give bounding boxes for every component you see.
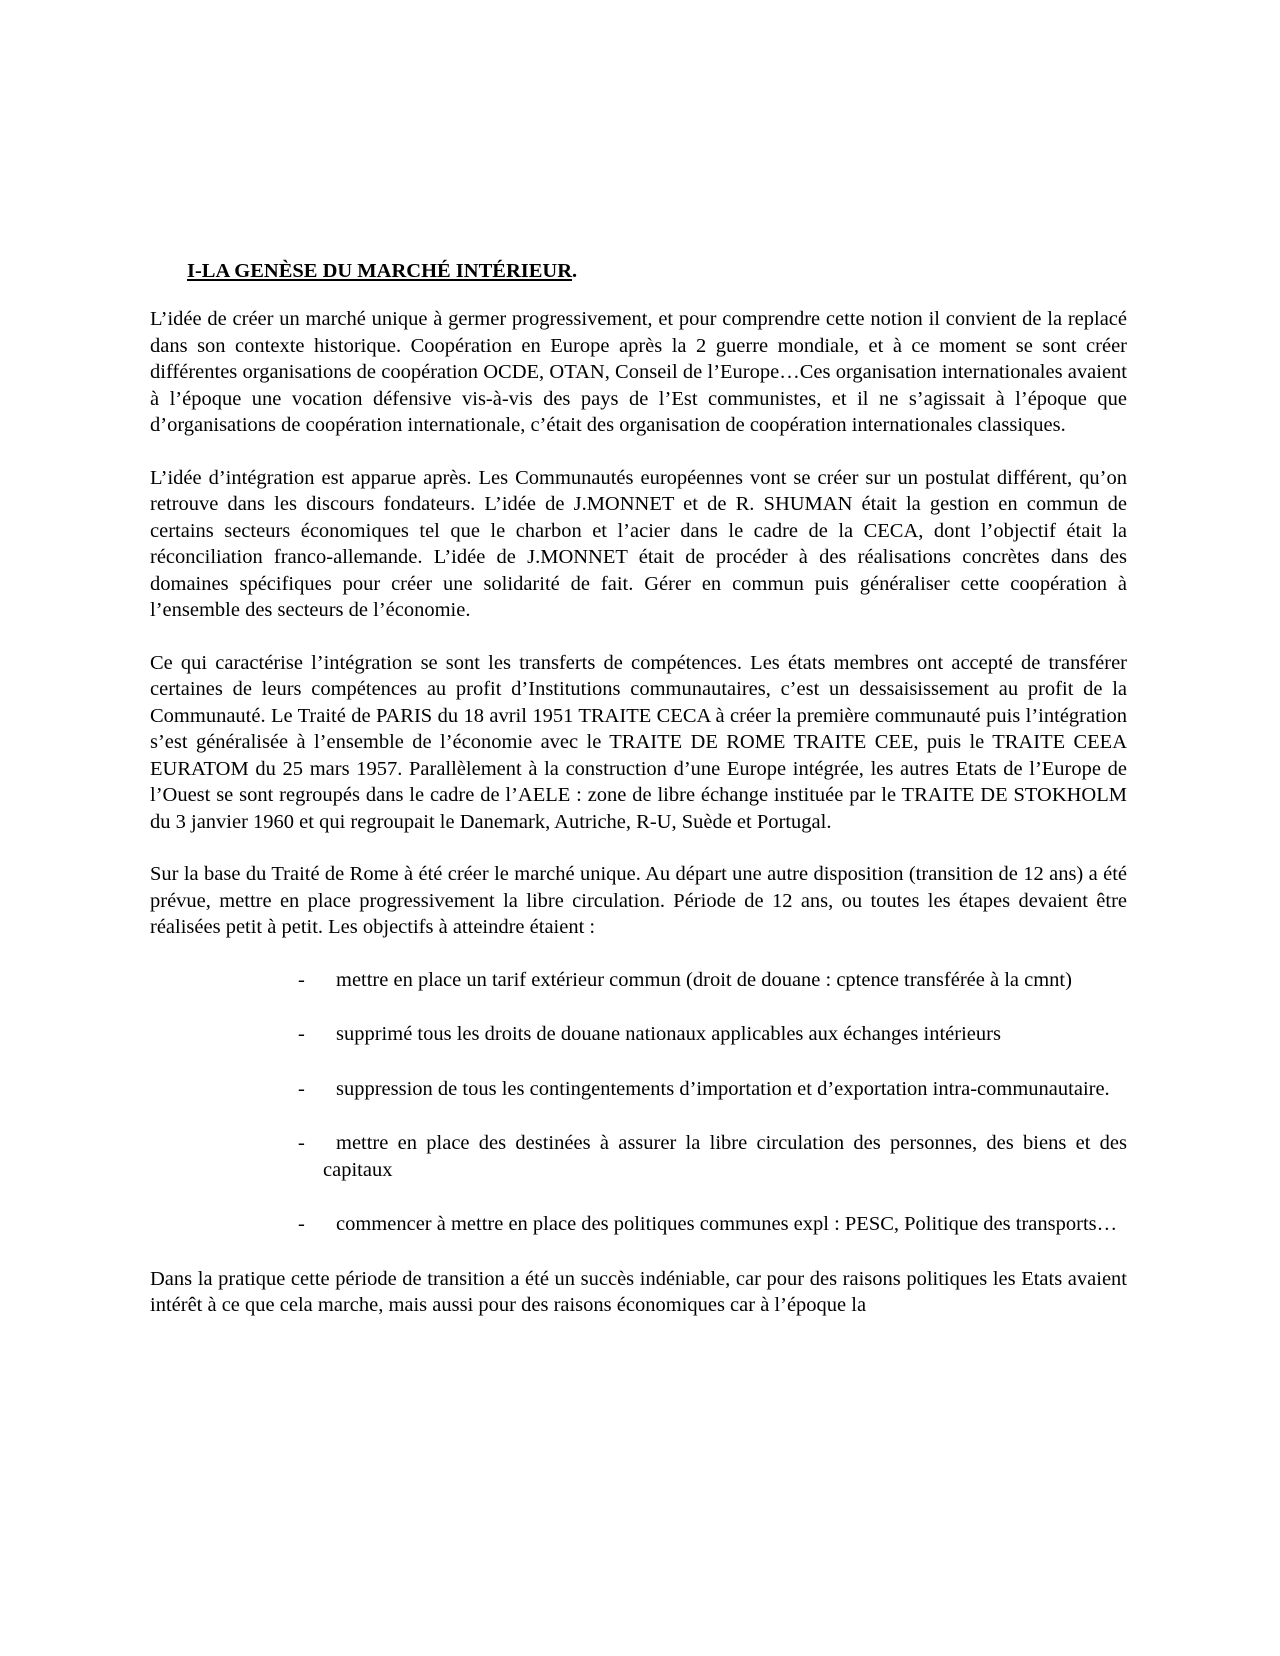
list-item bbox=[150, 967, 1127, 994]
list-item-text: supprimé tous les droits de douane nationaux applicables aux échanges intérieurs bbox=[336, 1023, 1001, 1045]
list-item-text: mettre en place un tarif extérieur commun (droit de douane : cptence transférée à la cmnt) bbox=[336, 968, 1072, 991]
list-dash: - bbox=[298, 1132, 305, 1154]
list-item-text: suppression de tous les contingentements d’importation et d’exportation intra-communautaire. bbox=[336, 1077, 1110, 1100]
list-item-text: mettre en place des destinées à assurer la libre circulation des personnes, des biens et des capitaux bbox=[323, 1132, 1127, 1181]
paragraph-transferts-competences: Ce qui caractérise l’intégration se sont les transferts de compétences. Les états membres ont accepté de transférer certaines de leurs compétences au profit d’Institutions communautaires, c’est un dessaisissement au profit de la Communauté. Le Traité de PARIS du 18 avril 1951 TRAITE CECA à créer la première communauté puis l’intégration s’est généralisée à l’ensemble de l’économie avec le TRAITE DE ROME TRAITE CEE, puis le TRAITE CEEA EURATOM du 25 mars 1957. Parallèlement à la construction d’une Europe intégrée, les autres Etats de l’Europe de l’Ouest se sont regroupés dans le cadre de l’AELE : zone de libre échange instituée par le TRAITE DE STOKHOLM du 3 janvier 1960 et qui regroupait le Danemark, Autriche, R-U, Suède et Portugal. bbox=[150, 651, 1127, 833]
section-title-period: . bbox=[572, 260, 578, 282]
list-item bbox=[150, 1130, 1127, 1183]
paragraph-context-historique: L’idée de créer un marché unique à germer progressivement, et pour comprendre cette notion il convient de la replacé dans son contexte historique. Coopération en Europe après la 2 guerre mondiale, et à ce moment se sont créer différentes organisations de coopération OCDE, OTAN, Conseil de l’Europe…Ces organisation internationales avaient à l’époque une vocation défensive vis-à-vis des pays de l’Est communistes, et il ne s’agissait à l’époque que d’organisations de coopération internationale, c’était des organisation de coopération internationales classiques. bbox=[150, 308, 1127, 436]
list-item bbox=[150, 1211, 1127, 1238]
objectives-list bbox=[150, 967, 1127, 1238]
list-item-text: commencer à mettre en place des politiques communes expl : PESC, Politique des transports… bbox=[336, 1213, 1118, 1235]
list-item bbox=[150, 1076, 1127, 1103]
paragraph-traite-de-rome: Sur la base du Traité de Rome à été créer le marché unique. Au départ une autre disposition (transition de 12 ans) a été prévue, mettre en place progressivement la libre circulation. Période de 12 ans, ou toutes les étapes devaient être réalisées petit à petit. Les objectifs à atteindre étaient : bbox=[150, 863, 1127, 938]
document-body bbox=[150, 258, 1127, 1345]
paragraph-periode-transition: Dans la pratique cette période de transition a été un succès indéniable, car pour des raisons politiques les Etats avaient intérêt à ce que cela marche, mais aussi pour des raisons économiques car à l’époque la bbox=[150, 1267, 1127, 1316]
list-dash: - bbox=[298, 968, 305, 991]
list-item bbox=[150, 1021, 1127, 1048]
section-title-text: I-LA GENÈSE DU MARCHÉ INTÉRIEUR bbox=[187, 260, 573, 282]
paragraph-integration: L’idée d’intégration est apparue après. Les Communautés européennes vont se créer sur un postulat différent, qu’on retrouve dans les discours fondateurs. L’idée de J.MONNET et de R. SHUMAN était la gestion en commun de certains secteurs économiques tel que le charbon et l’acier dans le cadre de la CECA, dont l’objectif était la réconciliation franco-allemande. L’idée de J.MONNET était de procéder à des réalisations concrètes dans des domaines spécifiques pour créer une solidarité de fait. Gérer en commun puis généraliser cette coopération à l’ensemble des secteurs de l’économie. bbox=[150, 466, 1127, 621]
section-title bbox=[187, 258, 1127, 284]
list-dash: - bbox=[298, 1213, 305, 1235]
list-dash: - bbox=[298, 1077, 305, 1100]
list-dash: - bbox=[298, 1023, 305, 1045]
